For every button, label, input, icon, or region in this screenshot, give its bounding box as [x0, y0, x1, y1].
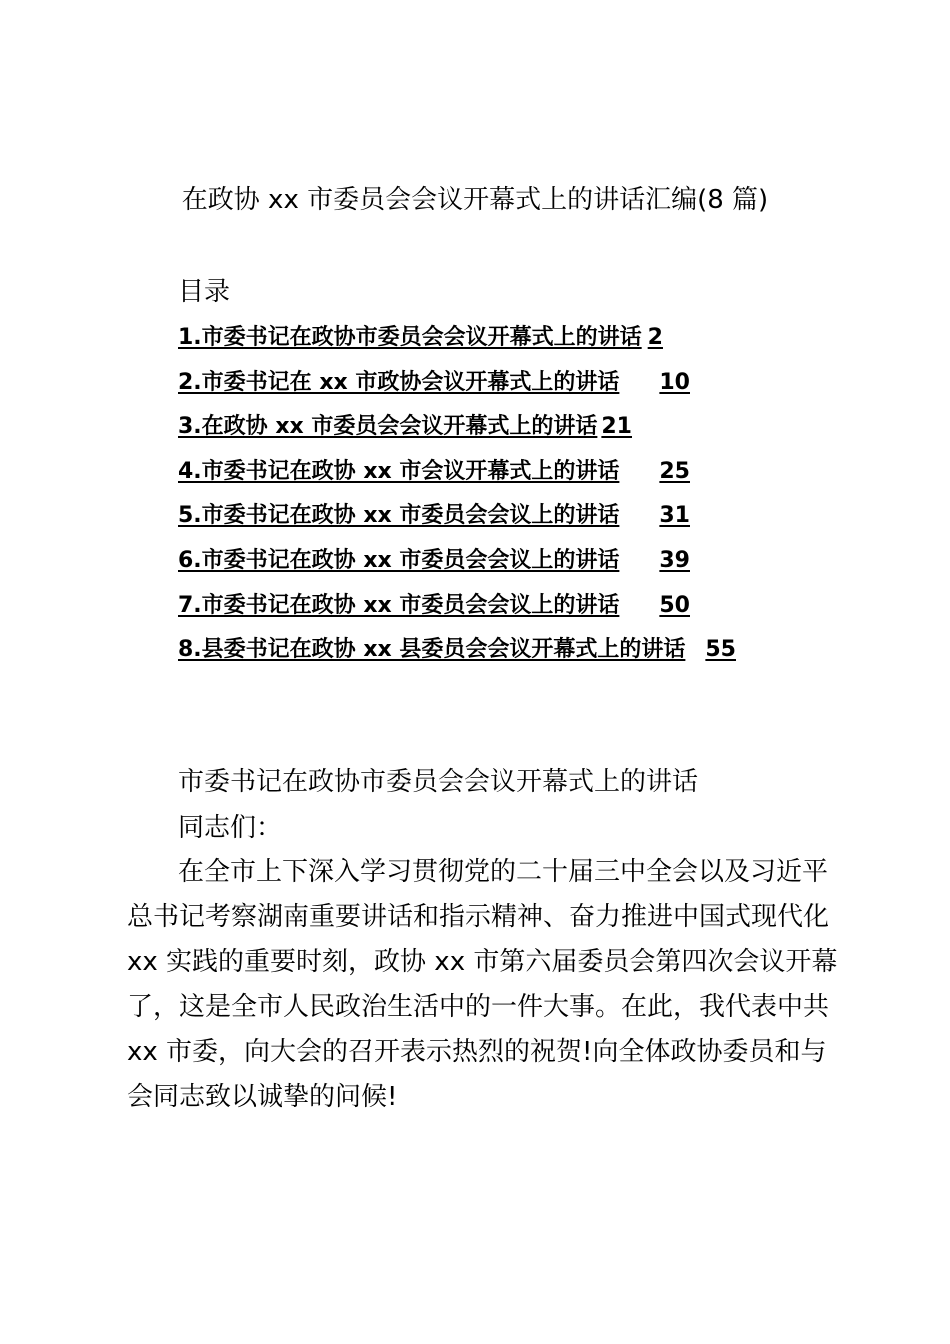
paragraph-line: xx 市委，向大会的召开表示热烈的祝贺!向全体政协委员和与	[127, 1037, 827, 1067]
toc-item[interactable]	[178, 630, 736, 675]
toc-item-page: 31	[659, 503, 690, 529]
toc-item-page: 39	[659, 547, 690, 573]
toc-item-page: 50	[659, 592, 690, 618]
toc-item[interactable]	[178, 496, 736, 541]
toc-item-label[interactable]: 3.在政协 xx 市委员会会议开幕式上的讲话	[178, 414, 598, 440]
body-paragraph	[127, 850, 838, 1120]
toc-item-label[interactable]: 2.市委书记在 xx 市政协会议开幕式上的讲话	[178, 369, 620, 395]
toc-item[interactable]	[178, 407, 736, 452]
toc-item[interactable]	[178, 318, 736, 363]
greeting: 同志们：	[178, 813, 283, 843]
paragraph-line: 在全市上下深入学习贯彻党的二十届三中全会以及习近平	[178, 857, 829, 887]
toc-item[interactable]	[178, 541, 736, 586]
toc-item[interactable]	[178, 586, 736, 631]
toc-item[interactable]	[178, 363, 736, 408]
toc-item-page: 10	[659, 369, 690, 395]
paragraph-line: xx 实践的重要时刻，政协 xx 市第六届委员会第四次会议开幕	[127, 947, 838, 977]
toc-item-label[interactable]: 6.市委书记在政协 xx 市委员会会议上的讲话	[178, 547, 620, 573]
toc-item-page: 21	[601, 414, 632, 440]
toc-item-page: 55	[705, 637, 736, 663]
toc-item-label[interactable]: 8.县委书记在政协 xx 县委员会会议开幕式上的讲话	[178, 637, 686, 663]
section-title: 市委书记在政协市委员会会议开幕式上的讲话	[178, 767, 699, 797]
toc-item-page: 2	[647, 325, 663, 350]
paragraph-line: 总书记考察湖南重要讲话和指示精神、奋力推进中国式现代化	[127, 902, 830, 932]
toc-item[interactable]	[178, 452, 736, 497]
toc-item-label[interactable]: 1.市委书记在政协市委员会会议开幕式上的讲话	[178, 325, 642, 350]
toc-item-page: 25	[659, 458, 690, 484]
paragraph-line: 会同志致以诚挚的问候!	[127, 1082, 398, 1112]
table-of-contents	[178, 318, 736, 675]
toc-item-label[interactable]: 7.市委书记在政协 xx 市委员会会议上的讲话	[178, 592, 620, 618]
paragraph-line: 了，这是全市人民政治生活中的一件大事。在此，我代表中共	[127, 992, 830, 1022]
document-title: 在政协 xx 市委员会会议开幕式上的讲话汇编(8 篇)	[181, 185, 769, 215]
toc-item-label[interactable]: 4.市委书记在政协 xx 市会议开幕式上的讲话	[178, 458, 620, 484]
toc-heading: 目录	[178, 277, 231, 307]
toc-item-label[interactable]: 5.市委书记在政协 xx 市委员会会议上的讲话	[178, 503, 620, 529]
